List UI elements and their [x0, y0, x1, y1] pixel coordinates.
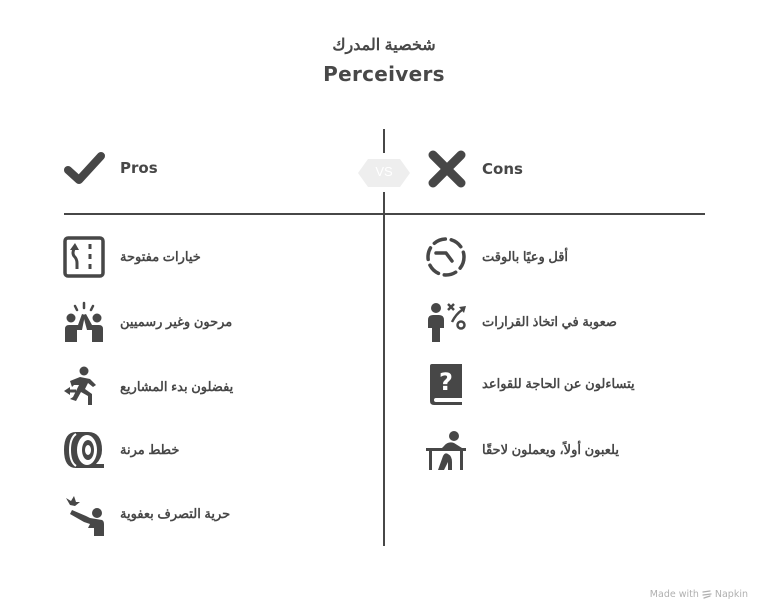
cons-item: [424, 362, 635, 406]
road-lane-change-icon: [62, 235, 106, 279]
page-title: Perceivers: [323, 62, 445, 86]
person-decision-icon: [424, 300, 468, 344]
pros-item-text: خيارات مفتوحة: [120, 249, 201, 264]
vs-label: VS: [375, 164, 393, 179]
question-book-icon: [424, 362, 468, 406]
center-divider-top: [383, 129, 385, 153]
pros-item: [62, 428, 179, 472]
pros-item-text: حرية التصرف بعفوية: [120, 506, 231, 521]
napkin-brand: Napkin: [714, 589, 748, 600]
dashed-clock-icon: [424, 235, 468, 279]
napkin-logo-icon: [702, 590, 712, 600]
pros-item-text: يفضلون بدء المشاريع: [120, 379, 234, 394]
cons-label: Cons: [482, 160, 523, 178]
page-title-arabic: شخصية المدرك: [332, 37, 436, 54]
header-divider: [64, 213, 705, 215]
running-person-icon: [62, 365, 106, 409]
pros-item: [62, 235, 201, 279]
pros-label: Pros: [120, 159, 158, 177]
pros-header: [64, 148, 158, 188]
center-divider: [383, 192, 385, 546]
cons-item-text: يلعبون أولاً، ويعملون لاحقًا: [482, 442, 619, 457]
tape-roll-icon: [62, 428, 106, 472]
cons-item: [424, 300, 617, 344]
pros-item-text: خطط مرنة: [120, 442, 180, 457]
cons-item-text: يتساءلون عن الحاجة للقواعد: [482, 376, 635, 391]
pros-item: [62, 300, 232, 344]
cons-item-text: أقل وعيًا بالوقت: [482, 249, 569, 264]
made-with-label: Made with: [649, 589, 699, 600]
pros-item-text: مرحون وغير رسميين: [120, 314, 233, 329]
cons-header: [426, 148, 523, 190]
cons-item-text: صعوبة في اتخاذ القرارات: [482, 314, 617, 329]
person-at-desk-icon: [424, 428, 468, 472]
x-mark-icon: [426, 148, 468, 190]
cons-item: [424, 428, 619, 472]
svg-text:?: ?: [439, 368, 453, 396]
high-five-icon: [62, 300, 106, 344]
pros-item: [62, 492, 230, 536]
pros-item: [62, 365, 233, 409]
cons-item: [424, 235, 568, 279]
person-releasing-bird-icon: [62, 492, 106, 536]
checkmark-icon: [64, 148, 106, 188]
made-with-napkin: [650, 589, 748, 600]
